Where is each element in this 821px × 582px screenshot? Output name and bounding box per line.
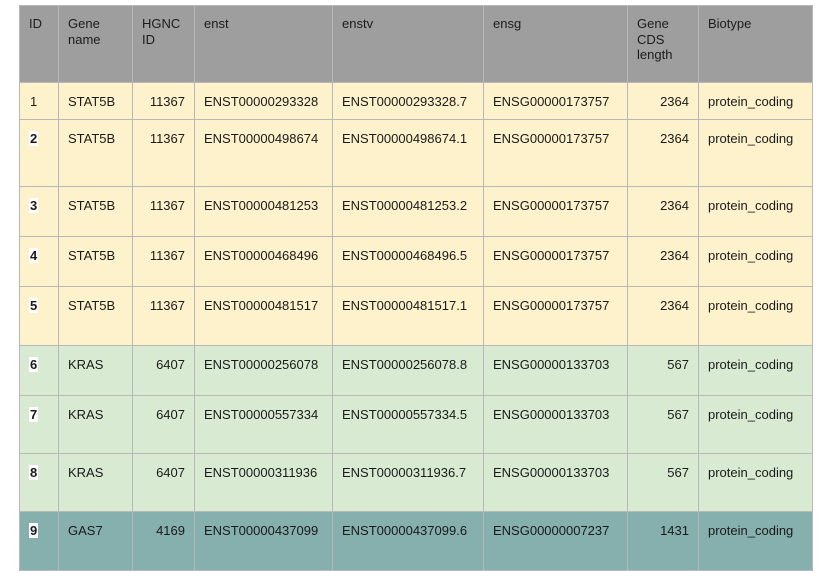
cell-cds-length: 567: [628, 396, 699, 454]
cell-hgnc-id: 11367: [133, 287, 195, 346]
cell-hgnc-id: 6407: [133, 396, 195, 454]
row-id: 6: [30, 357, 38, 372]
cell-id: [20, 287, 59, 346]
cell-hgnc-id: 6407: [133, 346, 195, 396]
cell-id: [20, 187, 59, 237]
cell-enst: ENST00000468496: [195, 237, 333, 287]
header-enst: enst: [195, 6, 333, 83]
header-id: ID: [20, 6, 59, 83]
cell-ensg: ENSG00000133703: [484, 454, 628, 512]
cell-enst: ENST00000481253: [195, 187, 333, 237]
cell-enst: ENST00000481517: [195, 287, 333, 346]
cell-cds-length: 2364: [628, 187, 699, 237]
cell-enstv: ENST00000498674.1: [333, 120, 484, 187]
cell-gene-name: STAT5B: [59, 120, 133, 187]
table-row: [20, 83, 813, 120]
cell-id: [20, 512, 59, 571]
cell-enstv: ENST00000481253.2: [333, 187, 484, 237]
cell-ensg: ENSG00000173757: [484, 237, 628, 287]
cell-biotype: protein_coding: [699, 512, 813, 571]
table-header-row: [20, 6, 813, 83]
cell-biotype: protein_coding: [699, 83, 813, 120]
table-row: [20, 454, 813, 512]
cell-ensg: ENSG00000133703: [484, 346, 628, 396]
row-id: 4: [30, 248, 38, 263]
cell-enstv: ENST00000293328.7: [333, 83, 484, 120]
cell-cds-length: 1431: [628, 512, 699, 571]
cell-gene-name: KRAS: [59, 454, 133, 512]
cell-id: [20, 396, 59, 454]
cell-enst: ENST00000557334: [195, 396, 333, 454]
header-gene-name: Gene name: [59, 6, 133, 83]
header-ensg: ensg: [484, 6, 628, 83]
row-id: 7: [30, 407, 38, 422]
cell-enstv: ENST00000557334.5: [333, 396, 484, 454]
row-id: 1: [30, 94, 38, 109]
cell-id: [20, 237, 59, 287]
cell-id: [20, 120, 59, 187]
cell-enst: ENST00000256078: [195, 346, 333, 396]
cell-enstv: ENST00000468496.5: [333, 237, 484, 287]
row-id: 8: [30, 465, 38, 480]
cell-hgnc-id: 11367: [133, 187, 195, 237]
row-id: 3: [30, 198, 38, 213]
gene-table-container: [19, 5, 813, 571]
cell-enst: ENST00000311936: [195, 454, 333, 512]
cell-biotype: protein_coding: [699, 120, 813, 187]
table-row: [20, 237, 813, 287]
cell-id: [20, 83, 59, 120]
table-row: [20, 512, 813, 571]
cell-biotype: protein_coding: [699, 454, 813, 512]
cell-hgnc-id: 4169: [133, 512, 195, 571]
row-id: 5: [30, 298, 38, 313]
cell-biotype: protein_coding: [699, 287, 813, 346]
cell-enstv: ENST00000256078.8: [333, 346, 484, 396]
row-id: 2: [30, 131, 38, 146]
cell-enst: ENST00000437099: [195, 512, 333, 571]
cell-cds-length: 567: [628, 346, 699, 396]
cell-cds-length: 567: [628, 454, 699, 512]
cell-enstv: ENST00000311936.7: [333, 454, 484, 512]
cell-gene-name: STAT5B: [59, 187, 133, 237]
cell-cds-length: 2364: [628, 287, 699, 346]
table-row: [20, 187, 813, 237]
cell-hgnc-id: 6407: [133, 454, 195, 512]
cell-cds-length: 2364: [628, 120, 699, 187]
cell-enstv: ENST00000437099.6: [333, 512, 484, 571]
cell-cds-length: 2364: [628, 237, 699, 287]
cell-ensg: ENSG00000007237: [484, 512, 628, 571]
cell-id: [20, 346, 59, 396]
cell-gene-name: STAT5B: [59, 287, 133, 346]
cell-biotype: protein_coding: [699, 237, 813, 287]
cell-hgnc-id: 11367: [133, 120, 195, 187]
cell-biotype: protein_coding: [699, 396, 813, 454]
header-gene-cds-length: Gene CDS length: [628, 6, 699, 83]
cell-id: [20, 454, 59, 512]
cell-ensg: ENSG00000173757: [484, 83, 628, 120]
row-id: 9: [30, 523, 38, 538]
cell-gene-name: GAS7: [59, 512, 133, 571]
header-enstv: enstv: [333, 6, 484, 83]
cell-ensg: ENSG00000133703: [484, 396, 628, 454]
cell-enstv: ENST00000481517.1: [333, 287, 484, 346]
cell-cds-length: 2364: [628, 83, 699, 120]
table-row: [20, 287, 813, 346]
table-row: [20, 396, 813, 454]
cell-gene-name: KRAS: [59, 396, 133, 454]
cell-enst: ENST00000498674: [195, 120, 333, 187]
header-biotype: Biotype: [699, 6, 813, 83]
cell-gene-name: STAT5B: [59, 83, 133, 120]
table-row: [20, 346, 813, 396]
cell-gene-name: STAT5B: [59, 237, 133, 287]
cell-hgnc-id: 11367: [133, 83, 195, 120]
cell-enst: ENST00000293328: [195, 83, 333, 120]
cell-biotype: protein_coding: [699, 346, 813, 396]
cell-ensg: ENSG00000173757: [484, 187, 628, 237]
cell-biotype: protein_coding: [699, 187, 813, 237]
cell-ensg: ENSG00000173757: [484, 120, 628, 187]
header-hgnc-id: HGNC ID: [133, 6, 195, 83]
gene-table: [19, 5, 813, 571]
table-row: [20, 120, 813, 187]
cell-gene-name: KRAS: [59, 346, 133, 396]
cell-ensg: ENSG00000173757: [484, 287, 628, 346]
cell-hgnc-id: 11367: [133, 237, 195, 287]
